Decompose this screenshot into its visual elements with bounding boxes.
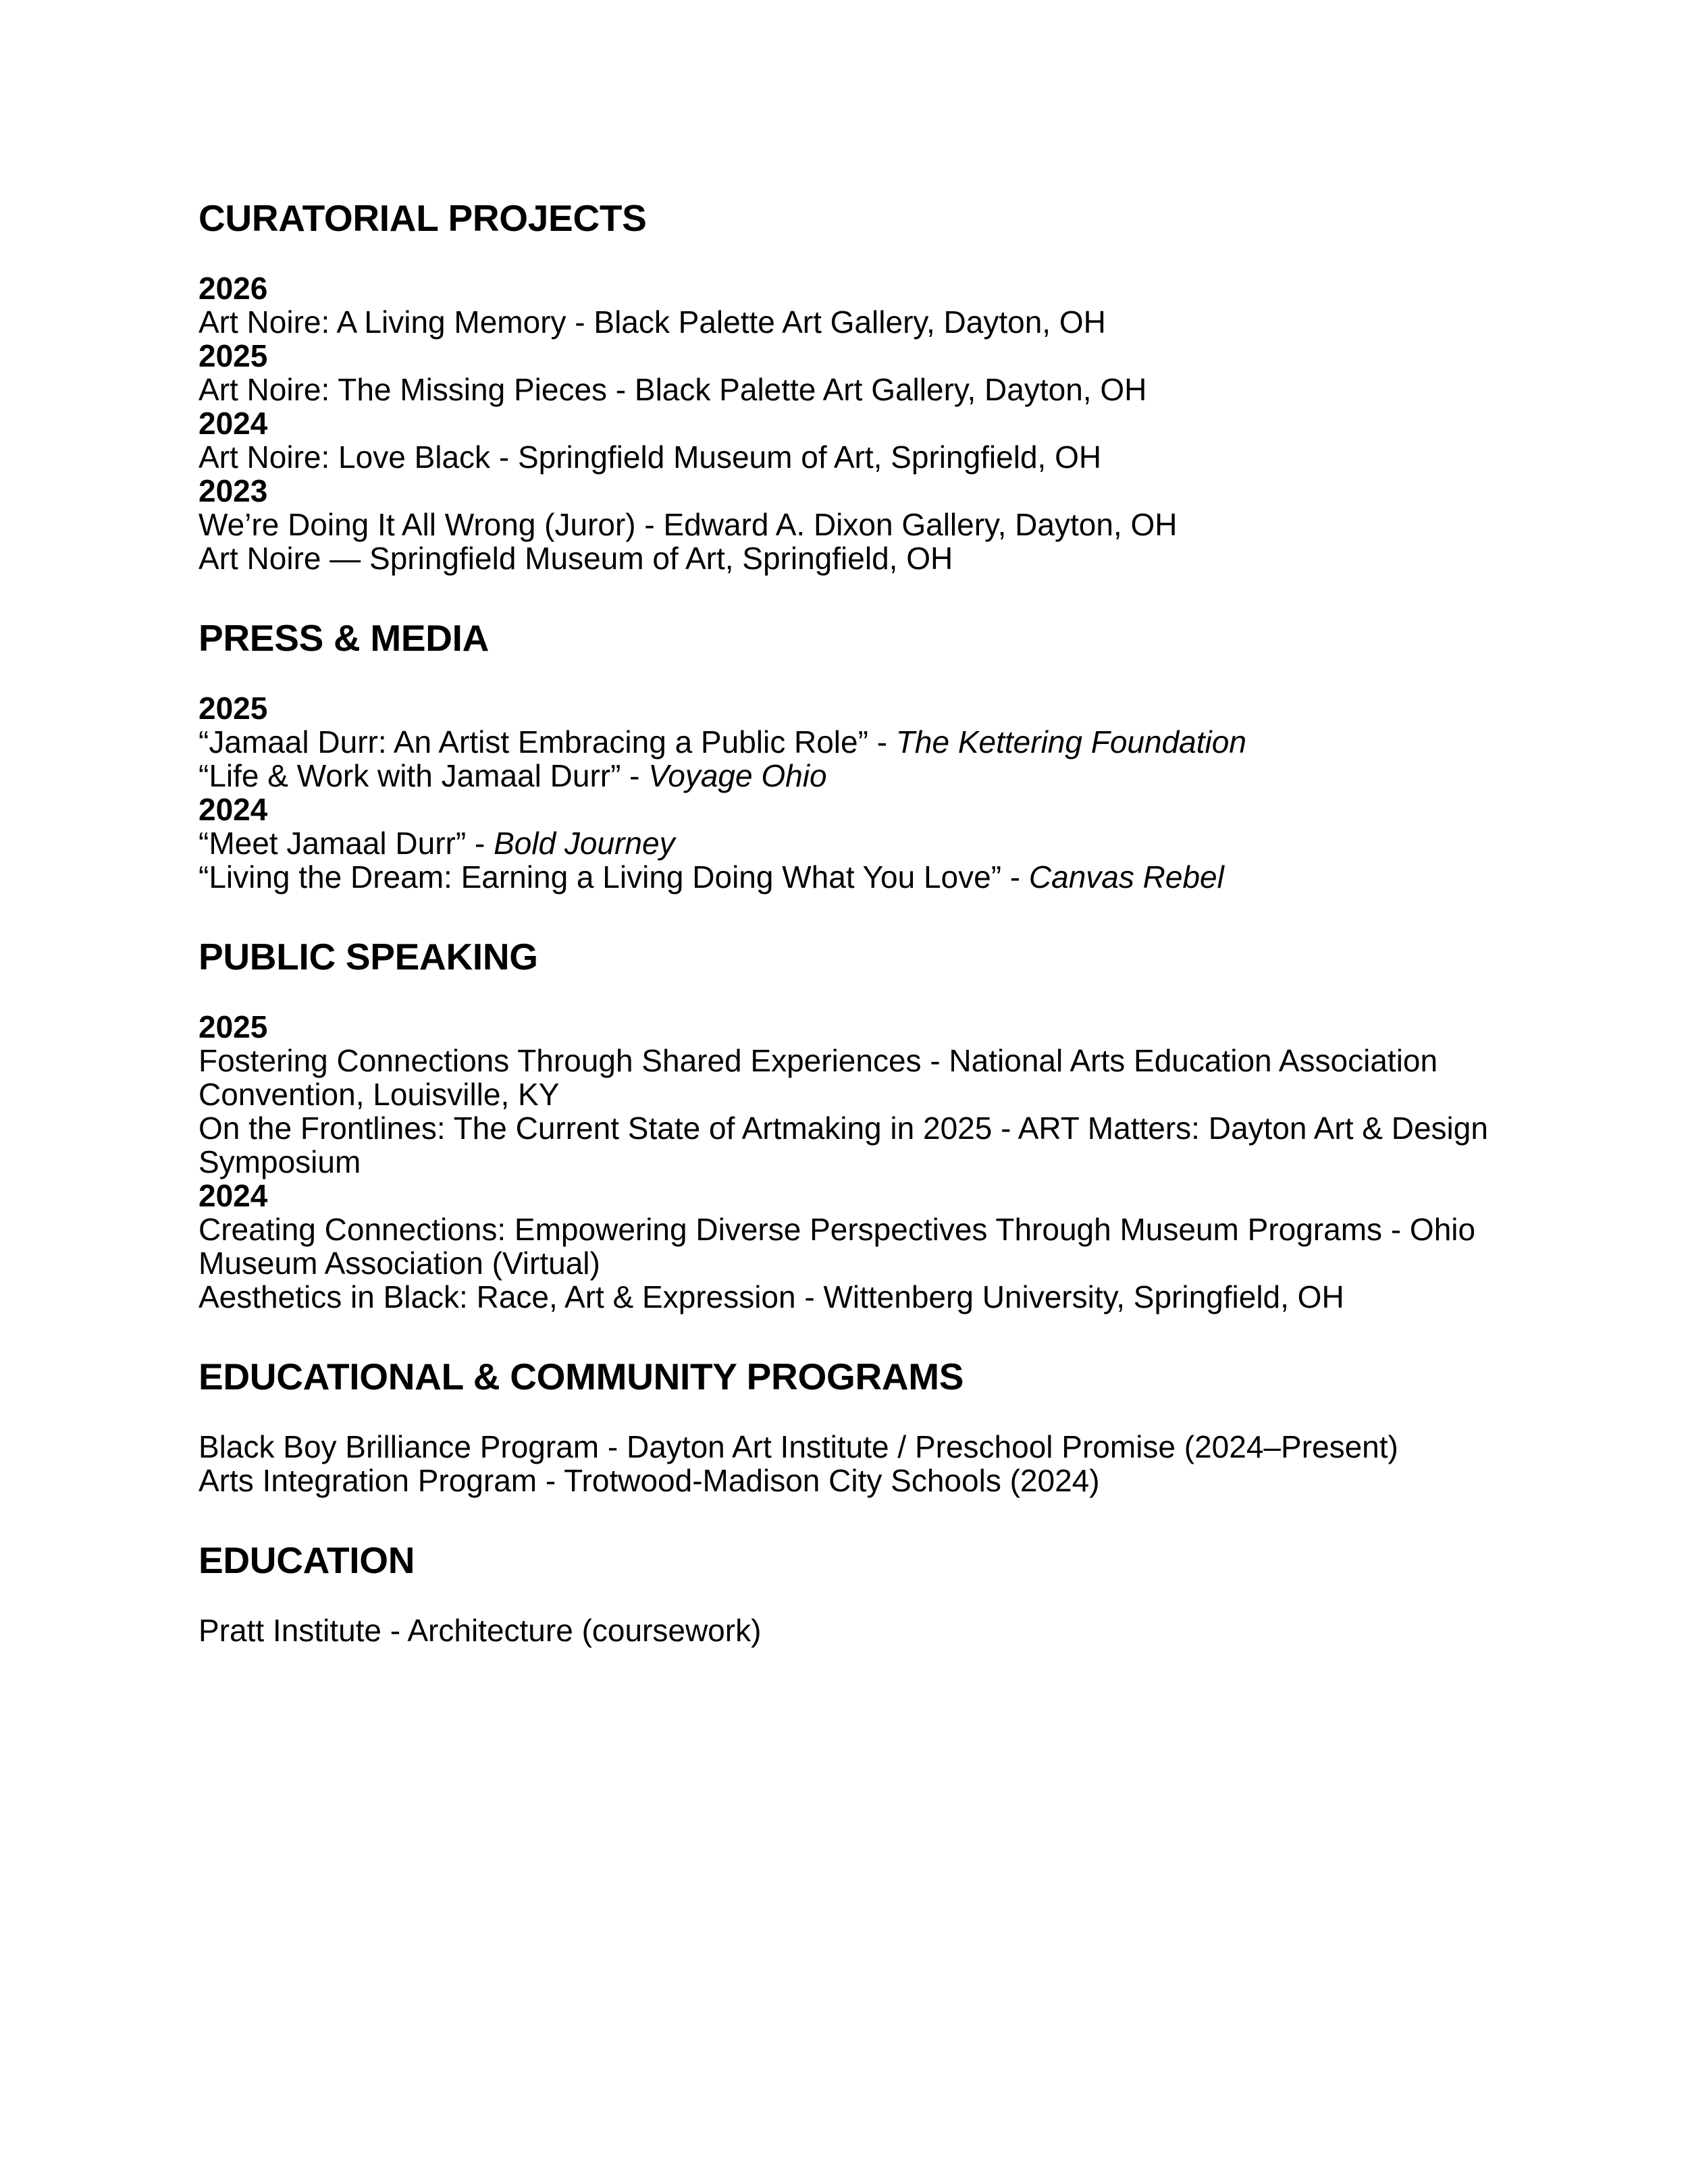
press-title: “Meet Jamaal Durr” -: [199, 826, 494, 861]
section-press-media: [199, 616, 1535, 894]
section-education: [199, 1538, 1535, 1647]
list-item: Art Noire: Love Black - Springfield Museum of Art, Springfield, OH: [199, 440, 1102, 475]
press-item: [199, 860, 1535, 894]
section-body: [199, 1430, 1535, 1497]
section-curatorial-projects: [199, 196, 1535, 575]
section-body: [199, 691, 1535, 894]
list-item: Aesthetics in Black: Race, Art & Expression - Wittenberg University, Springfield, OH: [199, 1279, 1344, 1314]
cv-page: [199, 196, 1535, 1647]
list-item: Fostering Connections Through Shared Experiences - National Arts Education Association Convention, Louisville, KY: [199, 1043, 1438, 1112]
section-body: [199, 1010, 1535, 1314]
press-title: “Life & Work with Jamaal Durr” -: [199, 758, 649, 793]
press-source: Voyage Ohio: [648, 758, 827, 793]
list-item: We’re Doing It All Wrong (Juror) - Edward A. Dixon Gallery, Dayton, OH: [199, 507, 1178, 542]
press-source: Canvas Rebel: [1028, 859, 1224, 895]
year-label: 2024: [199, 1178, 268, 1213]
section-programs: [199, 1354, 1535, 1497]
year-label: 2024: [199, 792, 268, 827]
section-title: EDUCATIONAL & COMMUNITY PROGRAMS: [199, 1356, 964, 1397]
list-item: Creating Connections: Empowering Diverse Perspectives Through Museum Programs - Ohio Museum Association (Virtual): [199, 1212, 1476, 1281]
press-title: “Jamaal Durr: An Artist Embracing a Public Role” -: [199, 724, 896, 760]
section-title: EDUCATION: [199, 1539, 415, 1581]
press-source: The Kettering Foundation: [895, 724, 1246, 760]
section-body: [199, 1614, 1535, 1647]
list-item: Arts Integration Program - Trotwood-Madison City Schools (2024): [199, 1463, 1100, 1498]
section-title: PUBLIC SPEAKING: [199, 936, 538, 978]
list-item: Art Noire: The Missing Pieces - Black Palette Art Gallery, Dayton, OH: [199, 372, 1147, 407]
year-label: 2025: [199, 338, 268, 373]
list-item: Pratt Institute - Architecture (coursework): [199, 1613, 762, 1648]
list-item: Art Noire: A Living Memory - Black Palette Art Gallery, Dayton, OH: [199, 304, 1106, 340]
press-item: [199, 826, 1535, 860]
press-title: “Living the Dream: Earning a Living Doing What You Love” -: [199, 859, 1029, 895]
section-public-speaking: [199, 934, 1535, 1314]
section-title: PRESS & MEDIA: [199, 617, 490, 659]
press-item: [199, 759, 1535, 793]
press-item: [199, 725, 1535, 759]
press-source: Bold Journey: [494, 826, 675, 861]
section-body: [199, 271, 1535, 575]
year-label: 2025: [199, 691, 268, 726]
year-label: 2025: [199, 1009, 268, 1044]
section-title: CURATORIAL PROJECTS: [199, 197, 647, 239]
list-item: Art Noire — Springfield Museum of Art, Springfield, OH: [199, 541, 953, 576]
year-label: 2023: [199, 473, 268, 508]
year-label: 2026: [199, 271, 268, 306]
year-label: 2024: [199, 406, 268, 441]
list-item: Black Boy Brilliance Program - Dayton Art Institute / Preschool Promise (2024–Present): [199, 1429, 1398, 1464]
list-item: On the Frontlines: The Current State of Artmaking in 2025 - ART Matters: Dayton Art & Design Symposium: [199, 1111, 1488, 1179]
